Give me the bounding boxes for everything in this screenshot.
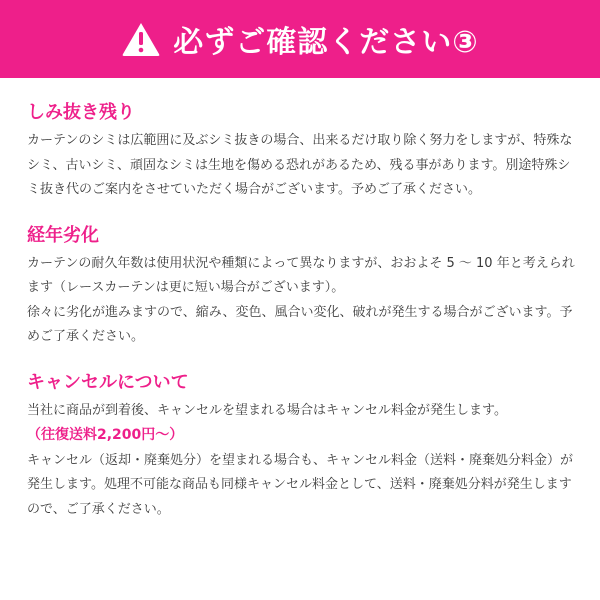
page-title: 必ずご確認ください③ (173, 25, 479, 60)
section-heading: 経年劣化 (27, 224, 99, 246)
banner-inner (121, 17, 478, 61)
section-heading: しみ抜き残り (27, 102, 135, 123)
section-body (27, 399, 579, 523)
paragraph: キャンセル（返却・廃棄処分）を望まれる場合も、キャンセル料金（送料・廃棄処分料金）が発生します。処理不可能な商品も同様キャンセル料金として、送料・廃棄処分料が発生しますので、ご了承ください。 (27, 452, 574, 517)
paragraph: カーテンの耐久年数は使用状況や種類によって異なりますが、おおよそ 5 〜 10 年と考えられます（レースカーテンは更に短い場合がございます）。 (27, 255, 575, 295)
content (27, 100, 579, 542)
section-body (27, 129, 579, 203)
notice-banner (0, 0, 600, 78)
paragraph: 当社に商品が到着後、キャンセルを望まれる場合はキャンセル料金が発生します。 (27, 402, 507, 418)
section-body (27, 252, 579, 350)
section-cancellation (27, 370, 579, 523)
section-stain-removal (27, 100, 579, 203)
shipping-fee-highlight: （往復送料2,200円〜） (27, 427, 184, 443)
paragraph (27, 423, 579, 449)
section-heading: キャンセルについて (27, 371, 189, 393)
paragraph: カーテンのシミは広範囲に及ぶシミ抜きの場合、出来るだけ取り除く努力をしますが、特殊なシミ、古いシミ、頑固なシミは生地を傷める恐れがあるため、残る事があります。別途特殊シミ抜き代のご案内をさせていただく場合がございます。予めご了承ください。 (27, 133, 573, 197)
paragraph: 徐々に劣化が進みますので、縮み、変色、風合い変化、破れが発生する場合がございます。予めご了承ください。 (27, 304, 573, 344)
section-aging (27, 223, 579, 350)
warning-triangle-icon (121, 21, 161, 57)
